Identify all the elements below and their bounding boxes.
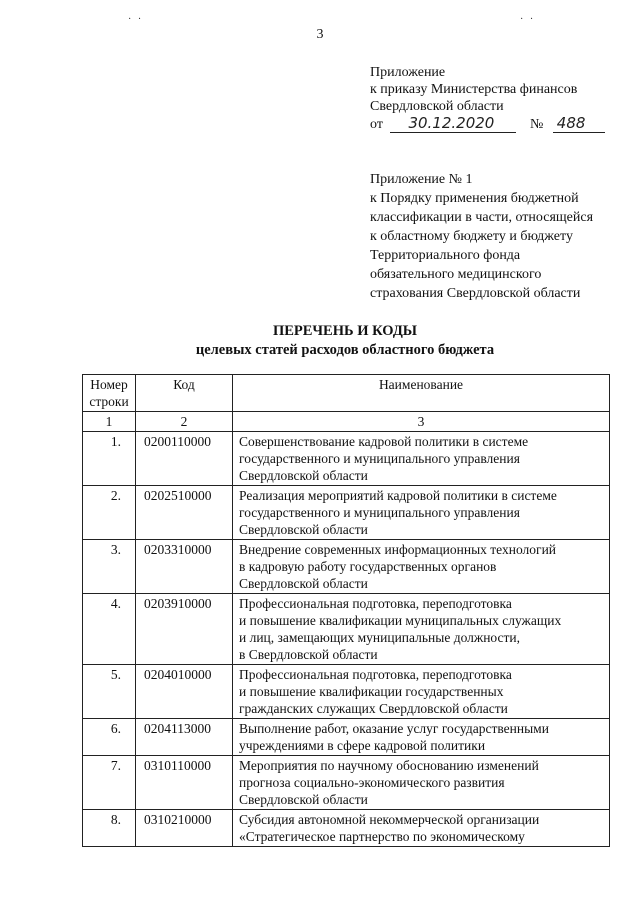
document-title: ПЕРЕЧЕНЬ И КОДЫ bbox=[272, 323, 418, 339]
table-body bbox=[83, 432, 610, 847]
row-number-cell: 3. bbox=[83, 540, 136, 594]
row-name-cell bbox=[233, 486, 610, 540]
row-name-line: в кадровую работу государственных органов bbox=[239, 559, 497, 574]
row-name-line: и лиц, замещающих муниципальные должности, bbox=[239, 630, 521, 645]
page-number: 3 bbox=[316, 27, 324, 42]
row-code-cell: 0310210000 bbox=[136, 810, 233, 847]
row-name-line: Реализация мероприятий кадровой политики в системе bbox=[239, 488, 557, 503]
handwritten-date: 30.12.2020 bbox=[390, 115, 516, 133]
row-name-line: учреждениями в сфере кадровой политики bbox=[239, 738, 486, 753]
table-index-row bbox=[83, 412, 610, 432]
row-name-cell bbox=[233, 810, 610, 847]
row-number-cell: 2. bbox=[83, 486, 136, 540]
scan-edge-mark-right: · · bbox=[520, 14, 536, 25]
header-number-line: Номер bbox=[90, 377, 128, 392]
appendix-sub-line: страхования Свердловской области bbox=[370, 286, 581, 301]
row-name-line: Субсидия автономной некоммерческой организации bbox=[239, 812, 540, 827]
handwritten-number: 488 bbox=[553, 115, 605, 133]
appendix-sub-line: к Порядку применения бюджетной bbox=[370, 191, 579, 206]
number-prefix: № bbox=[529, 117, 544, 132]
header-number bbox=[83, 375, 136, 412]
row-number-cell: 7. bbox=[83, 756, 136, 810]
appendix-sub-line: классификации в части, относящейся bbox=[370, 210, 594, 225]
table-row bbox=[83, 540, 610, 594]
row-code-cell: 0204113000 bbox=[136, 719, 233, 756]
index-cell: 1 bbox=[83, 412, 136, 432]
row-code-cell: 0203910000 bbox=[136, 594, 233, 665]
table-row bbox=[83, 432, 610, 486]
index-cell: 2 bbox=[136, 412, 233, 432]
row-name-cell bbox=[233, 432, 610, 486]
row-name-line: Выполнение работ, оказание услуг государственными bbox=[239, 721, 549, 736]
row-code-cell: 0204010000 bbox=[136, 665, 233, 719]
row-name-cell bbox=[233, 719, 610, 756]
row-name-line: Свердловской области bbox=[239, 468, 368, 483]
row-name-line: Свердловской области bbox=[239, 576, 368, 591]
row-name-cell bbox=[233, 756, 610, 810]
appendix-date-line bbox=[370, 115, 630, 133]
row-number-cell: 8. bbox=[83, 810, 136, 847]
appendix-sub-line: обязательного медицинского bbox=[370, 267, 542, 282]
row-code-cell: 0200110000 bbox=[136, 432, 233, 486]
header-code: Код bbox=[136, 375, 233, 412]
scan-edge-mark-left: · · bbox=[128, 14, 144, 25]
row-name-line: в Свердловской области bbox=[239, 647, 378, 662]
appendix-line: к приказу Министерства финансов bbox=[370, 82, 578, 97]
appendix-line: Свердловской области bbox=[370, 99, 504, 114]
appendix-sub-line: Территориального фонда bbox=[370, 248, 521, 263]
appendix-sub-line: Приложение № 1 bbox=[370, 172, 473, 187]
row-name-line: Мероприятия по научному обоснованию изменений bbox=[239, 758, 539, 773]
appendix-subheader bbox=[370, 170, 630, 303]
row-code-cell: 0203310000 bbox=[136, 540, 233, 594]
row-name-line: и повышение квалификации государственных bbox=[239, 684, 504, 699]
row-name-line: прогноза социально-экономического развития bbox=[239, 775, 505, 790]
table-row bbox=[83, 594, 610, 665]
table-row bbox=[83, 665, 610, 719]
row-name-line: «Стратегическое партнерство по экономическому bbox=[239, 829, 525, 844]
table-row bbox=[83, 756, 610, 810]
row-name-line: Профессиональная подготовка, переподготовка bbox=[239, 596, 512, 611]
table-row bbox=[83, 719, 610, 756]
row-number-cell: 6. bbox=[83, 719, 136, 756]
header-name: Наименование bbox=[233, 375, 610, 412]
date-prefix: от bbox=[370, 117, 383, 132]
appendix-line: Приложение bbox=[370, 65, 446, 80]
row-name-line: Совершенствование кадровой политики в системе bbox=[239, 434, 529, 449]
appendix-sub-line: к областному бюджету и бюджету bbox=[370, 229, 573, 244]
row-name-cell bbox=[233, 665, 610, 719]
row-code-cell: 0310110000 bbox=[136, 756, 233, 810]
row-name-line: Внедрение современных информационных технологий bbox=[239, 542, 557, 557]
row-number-cell: 4. bbox=[83, 594, 136, 665]
row-name-cell bbox=[233, 594, 610, 665]
codes-table bbox=[82, 374, 610, 847]
document-subtitle: целевых статей расходов областного бюджета bbox=[195, 342, 495, 358]
table-header-row bbox=[83, 375, 610, 412]
appendix-header bbox=[370, 64, 630, 133]
table-row bbox=[83, 486, 610, 540]
row-name-line: государственного и муниципального управления bbox=[239, 451, 520, 466]
row-name-line: Свердловской области bbox=[239, 792, 368, 807]
table-row bbox=[83, 810, 610, 847]
row-number-cell: 1. bbox=[83, 432, 136, 486]
index-cell: 3 bbox=[233, 412, 610, 432]
row-name-line: Свердловской области bbox=[239, 522, 368, 537]
row-name-line: Профессиональная подготовка, переподготовка bbox=[239, 667, 512, 682]
row-name-line: гражданских служащих Свердловской области bbox=[239, 701, 508, 716]
row-name-line: и повышение квалификации муниципальных служащих bbox=[239, 613, 562, 628]
header-number-line: строки bbox=[89, 394, 129, 409]
row-name-cell bbox=[233, 540, 610, 594]
row-code-cell: 0202510000 bbox=[136, 486, 233, 540]
row-number-cell: 5. bbox=[83, 665, 136, 719]
row-name-line: государственного и муниципального управления bbox=[239, 505, 520, 520]
